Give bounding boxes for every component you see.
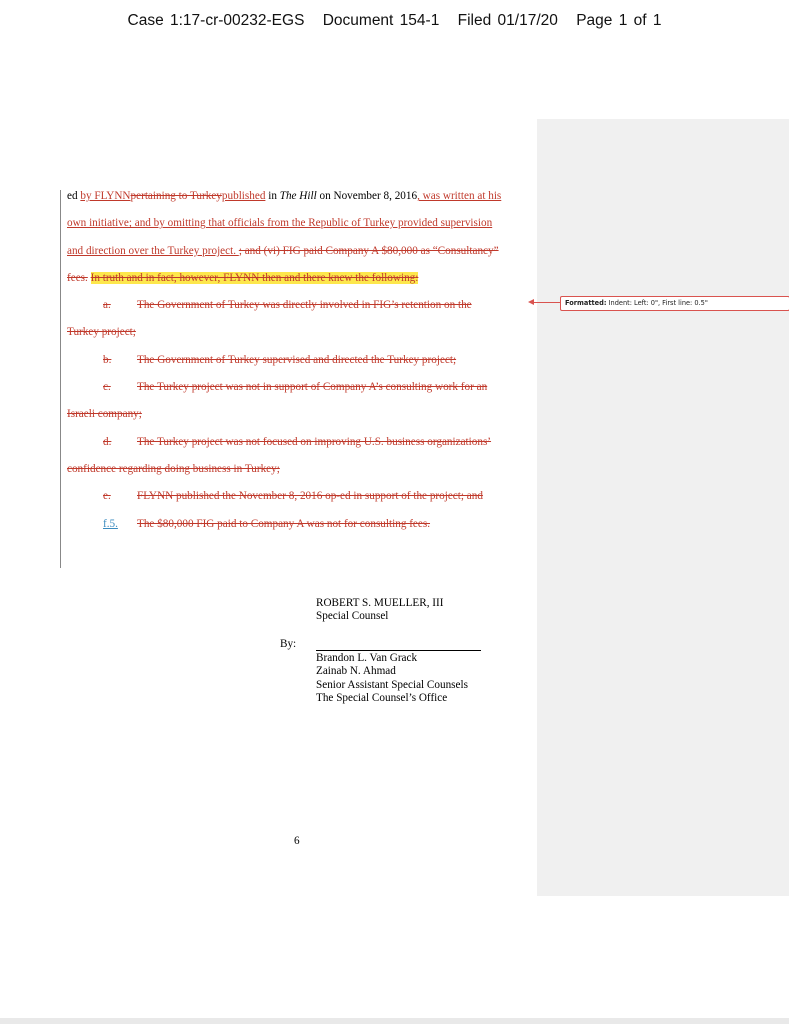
body-line-2 [67,214,532,241]
comment-pane [537,119,789,896]
list-letter: b. [103,353,112,366]
by-label: By: [280,638,297,650]
list-item-a [67,296,532,323]
deleted-text: fees. [67,271,88,284]
inserted-text: published [221,190,266,202]
comment-connector [532,302,560,303]
publication-title: The Hill [279,190,317,202]
list-item-f [67,515,532,542]
list-item-text: The Turkey project was not focused on improving U.S. business organizations’ [137,435,492,448]
body-line-3 [67,242,532,269]
counsel-title: Special Counsel [316,610,389,623]
comment-label: Formatted: [565,299,607,307]
document-number: Document 154-1 [322,12,440,29]
deleted-text: pertaining to Turkey [130,190,222,202]
list-item-text: FLYNN published the November 8, 2016 op-ed in support of the project; and [137,490,483,503]
text-run: in [265,190,280,202]
list-letter: d. [103,435,112,448]
list-item-text: Turkey project; [67,326,136,339]
page-number: 6 [294,835,300,847]
list-letter: e. [103,490,111,503]
inserted-text: and direction over the Turkey project. [67,244,239,257]
list-item-text: The Government of Turkey supervised and directed the Turkey project; [137,353,457,366]
deleted-text: : [415,271,419,284]
counsel-name: ROBERT S. MUELLER, III [316,597,444,609]
page-header [0,12,789,30]
signature-block-name [316,597,443,624]
office-name: The Special Counsel’s Office [316,692,448,705]
list-item-text: The $80,000 FIG paid to Company A was not for consulting fees. [137,517,431,530]
list-letter: a. [103,299,111,312]
list-item-e [67,487,532,514]
signers-block [316,652,468,706]
comment-text: Indent: Left: 0", First line: 0.5" [608,299,708,307]
list-item-d [67,433,532,460]
filed-date: Filed 01/17/20 [457,12,558,29]
signer-title: Senior Assistant Special Counsels [316,678,468,691]
list-letter: c. [103,381,111,394]
list-item-text: Israeli company; [67,408,142,421]
list-item-text: The Turkey project was not in support of Company A’s consulting work for an [137,381,488,394]
formatting-comment-balloon[interactable] [560,296,789,311]
highlighted-deleted-text: In truth and in fact, however, FLYNN then and there knew the following [90,271,416,284]
list-item-d-cont [67,460,532,487]
body-line-1 [67,187,532,214]
text-run: ed [67,190,81,202]
list-item-text: The Government of Turkey was directly involved in FIG’s retention on the [137,299,472,312]
inserted-text: , was written at his [417,190,502,202]
case-number: Case 1:17-cr-00232-EGS [127,12,305,29]
list-item-text: confidence regarding doing business in Turkey; [67,462,280,475]
list-item-b [67,351,532,378]
body-line-4 [67,269,532,296]
text-run: on November 8, 2016 [316,190,418,202]
document-body[interactable] [67,187,532,542]
change-bar [60,190,61,568]
page-indicator: Page 1 of 1 [576,12,662,29]
inserted-text: by FLYNN [80,190,131,202]
list-letter: f.5. [103,517,118,530]
list-item-a-cont [67,323,532,350]
list-item-c-cont [67,405,532,432]
deleted-text: ; and (vi) FIG paid Company A $80,000 as “Consultancy” [238,244,499,257]
list-item-c [67,378,532,405]
signer-name: Zainab N. Ahmad [316,665,396,678]
inserted-text: own initiative; and by omitting that officials from the Republic of Turkey provided supervision [67,217,493,230]
signature-line [316,650,481,651]
viewer-bottom-edge [0,1018,789,1024]
signer-name: Brandon L. Van Grack [316,652,418,664]
